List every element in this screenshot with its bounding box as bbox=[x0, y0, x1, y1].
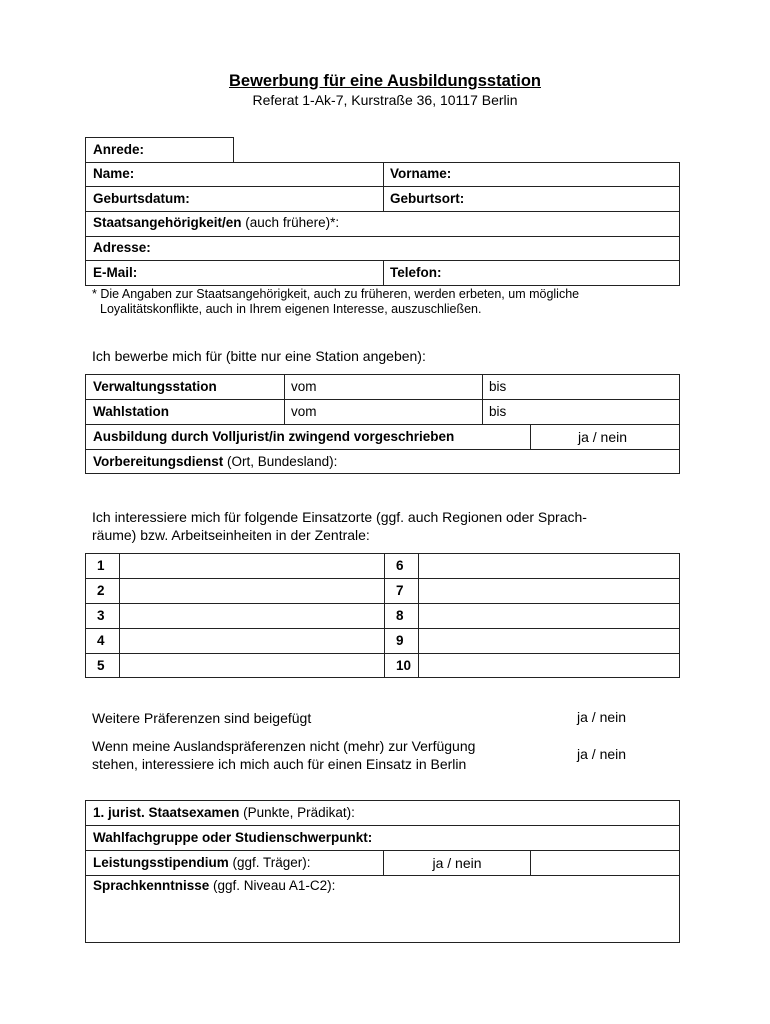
adresse-label: Adresse: bbox=[93, 240, 151, 255]
einsatz-number: 3 bbox=[97, 608, 105, 623]
einsatz-number: 10 bbox=[396, 658, 412, 673]
vorname-label: Vorname: bbox=[390, 166, 452, 181]
staatsangehoerigkeit-bold: Staatsangehörigkeit/en bbox=[93, 215, 242, 230]
sprachkenntnisse-bold: Sprachkenntnisse bbox=[93, 878, 210, 893]
stipendium-ja-nein[interactable]: ja / nein bbox=[432, 855, 482, 871]
staatsangehoerigkeit-hint: (auch frühere)*: bbox=[241, 215, 340, 230]
volljurist-label: Ausbildung durch Volljurist/in zwingend vorgeschrieben bbox=[93, 429, 455, 444]
wahl-vom[interactable]: vom bbox=[291, 404, 317, 419]
station-intro: Ich bewerbe mich für (bitte nur eine Station angeben): bbox=[92, 348, 426, 364]
volljurist-ja-nein[interactable]: ja / nein bbox=[577, 429, 628, 445]
geburtsort-label: Geburtsort: bbox=[390, 191, 465, 206]
name-label: Name: bbox=[93, 166, 135, 181]
weitere-ja-nein[interactable]: ja / nein bbox=[577, 709, 627, 725]
form-title: Bewerbung für eine Ausbildungsstation bbox=[229, 72, 541, 90]
einsatz-number: 7 bbox=[396, 583, 404, 598]
einsatz-number: 2 bbox=[97, 583, 105, 598]
berlin-line-2: stehen, interessiere ich mich auch für einen Einsatz in Berlin bbox=[92, 756, 467, 772]
email-label: E-Mail: bbox=[93, 265, 138, 280]
staatsexamen-bold: 1. jurist. Staatsexamen bbox=[93, 805, 240, 820]
sprachkenntnisse-hint: (ggf. Niveau A1-C2): bbox=[209, 878, 336, 893]
einsatz-number: 5 bbox=[97, 658, 105, 673]
form-address: Referat 1-Ak-7, Kurstraße 36, 10117 Berlin bbox=[252, 92, 518, 108]
einsatz-number: 1 bbox=[97, 558, 105, 573]
einsatz-number: 8 bbox=[396, 608, 404, 623]
vorbereitungsdienst-label bbox=[87, 450, 337, 474]
vorbereitungsdienst-hint: (Ort, Bundesland): bbox=[223, 454, 338, 469]
berlin-ja-nein[interactable]: ja / nein bbox=[577, 746, 627, 762]
einsatz-number: 9 bbox=[396, 633, 404, 648]
anrede-label: Anrede: bbox=[93, 142, 145, 157]
staatsexamen-label bbox=[87, 801, 355, 825]
telefon-label: Telefon: bbox=[390, 265, 442, 280]
sprachkenntnisse-label bbox=[87, 874, 335, 898]
einsatz-number: 4 bbox=[97, 633, 105, 648]
staatsexamen-hint: (Punkte, Prädikat): bbox=[239, 805, 355, 820]
einsatz-intro-2: räume) bzw. Arbeitseinheiten in der Zentrale: bbox=[92, 527, 370, 543]
berlin-line-1: Wenn meine Auslandspräferenzen nicht (mehr) zur Verfügung bbox=[92, 738, 476, 754]
wahl-bis[interactable]: bis bbox=[489, 404, 507, 419]
verwaltung-vom[interactable]: vom bbox=[291, 379, 317, 394]
geburtsdatum-label: Geburtsdatum: bbox=[93, 191, 190, 206]
stipendium-label bbox=[87, 851, 311, 875]
verwaltungsstation-label: Verwaltungsstation bbox=[93, 379, 217, 394]
weitere-praeferenzen-label: Weitere Präferenzen sind beigefügt bbox=[92, 710, 312, 726]
einsatz-intro-1: Ich interessiere mich für folgende Einsatzorte (ggf. auch Regionen oder Sprach- bbox=[92, 509, 587, 525]
wahlstation-label: Wahlstation bbox=[93, 404, 169, 419]
staatsangehoerigkeit-label bbox=[87, 211, 339, 235]
footnote-line-2: Loyalitätskonflikte, auch in Ihrem eigenen Interesse, auszuschließen. bbox=[100, 302, 482, 316]
vorbereitungsdienst-bold: Vorbereitungsdienst bbox=[93, 454, 224, 469]
stipendium-bold: Leistungsstipendium bbox=[93, 855, 229, 870]
einsatz-entry-fields-right[interactable] bbox=[419, 554, 679, 677]
einsatz-entry-fields-left[interactable] bbox=[120, 554, 383, 677]
verwaltung-bis[interactable]: bis bbox=[489, 379, 507, 394]
footnote-line-1: * Die Angaben zur Staatsangehörigkeit, auch zu früheren, werden erbeten, um mögliche bbox=[92, 287, 580, 301]
einsatz-number: 6 bbox=[396, 558, 404, 573]
stipendium-hint: (ggf. Träger): bbox=[228, 855, 311, 870]
wahlfach-label: Wahlfachgruppe oder Studienschwerpunkt: bbox=[93, 830, 373, 845]
